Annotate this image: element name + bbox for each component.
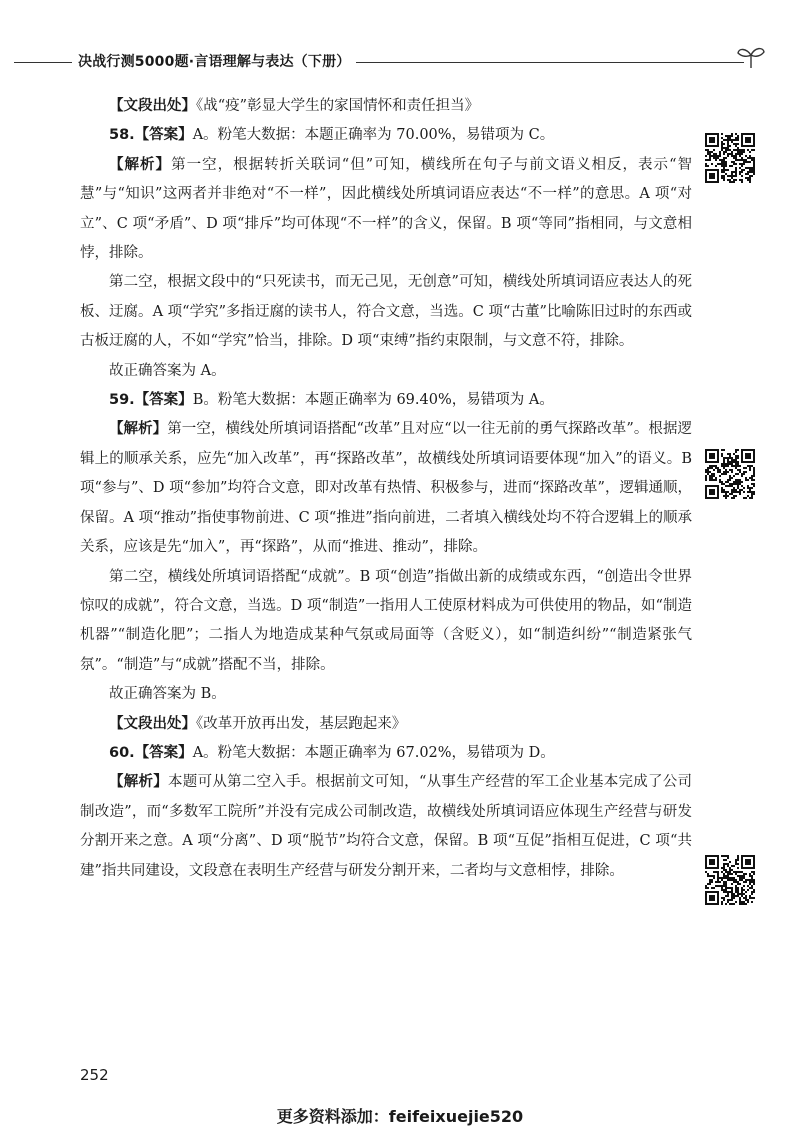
header-rule-right xyxy=(356,62,744,63)
paragraph-label: 【解析】 xyxy=(109,774,169,791)
header-rule-left xyxy=(14,62,72,63)
paragraph-text: 第二空，根据文段中的“只死读书，而无己见，无创意”可知，横线处所填词语应表达人的死板、迂腐。A 项“学究”多指迂腐的读书人，符合文意，当选。C 项“古董”比喻陈旧过时的东西或古板迂腐的人，不如“学究”恰当，排除。D 项“束缚”指约束限制，与文意不符，排除。 xyxy=(80,274,692,350)
paragraph xyxy=(80,151,692,269)
paragraph-text: B。粉笔大数据：本题正确率为 69.40%，易错项为 A。 xyxy=(192,392,554,409)
footer-note: 更多资料添加：feifeixuejie520 xyxy=(276,1107,524,1126)
paragraph-text: 故正确答案为 A。 xyxy=(109,362,226,379)
running-header xyxy=(0,44,800,80)
paragraph-label: 59.【答案】 xyxy=(109,392,193,409)
paragraph-label: 【解析】 xyxy=(109,156,172,173)
paragraph-label: 60.【答案】 xyxy=(109,744,193,761)
paragraph-text: 本题可从第二空入手。根据前文可知，“从事生产经营的军工企业基本完成了公司制改造”，而“多数军工院所”并没有完成公司制改造，故横线处所填词语应体现生产经营与研发分割开来之意。A 项“分离”、D 项“脱节”均符合文意，保留。B 项“互促”指相互促进，C 项“共建”指共同建设，文段意在表明生产经营与研发分割开来，二者均与文意相悖，排除。 xyxy=(80,774,693,879)
paragraph xyxy=(80,386,692,415)
page-number: 252 xyxy=(80,1066,109,1084)
paragraph-text: 《改革开放再出发，基层跑起来》 xyxy=(196,715,407,732)
paragraph-label: 【文段出处】 xyxy=(109,715,196,732)
paragraph xyxy=(80,680,692,709)
paragraph xyxy=(80,121,692,150)
paragraph-label: 58.【答案】 xyxy=(109,127,193,144)
qr-code-icon[interactable] xyxy=(705,449,755,499)
paragraph xyxy=(80,739,692,768)
paragraph-text: 《战“疫”彰显大学生的家国情怀和责任担当》 xyxy=(196,98,480,114)
paragraph xyxy=(80,768,692,886)
paragraph-text: A。粉笔大数据：本题正确率为 67.02%，易错项为 D。 xyxy=(192,744,555,761)
paragraph xyxy=(80,268,692,356)
paragraph xyxy=(80,710,692,739)
paragraph xyxy=(80,92,692,121)
paragraph-text: 故正确答案为 B。 xyxy=(109,686,226,703)
paragraph-text: 第一空，横线处所填词语搭配“改革”且对应“以一往无前的勇气探路改革”。根据逻辑上的顺承关系，应先“加入改革”，再“探路改革”，故横线处所填词语要体现“加入”的语义。B 项“参与”、D 项“参加”均符合文意，即对改革有热情、积极参与，进而“探路改革”，逻辑通顺，保留。A 项“推动”指使事物前进、C 项“推进”指向前进，二者填入横线处均不符合逻辑上的顺承关系，应该是先“加入”，再“探路”，从而“推进、推动”，排除。 xyxy=(80,421,692,556)
answer-explanations xyxy=(80,92,692,886)
paragraph-text: A。粉笔大数据：本题正确率为 70.00%，易错项为 C。 xyxy=(192,127,555,144)
paragraph-label: 【文段出处】 xyxy=(109,98,196,114)
paragraph xyxy=(80,563,692,681)
paragraph xyxy=(80,357,692,386)
book-title: 决战行测5000题·言语理解与表达（下册） xyxy=(78,54,351,70)
paragraph-text: 第一空，根据转折关联词“但”可知，横线所在句子与前文语义相反，表示“智慧”与“知识”这两者并非绝对“不一样”，因此横线处所填词语应表达“不一样”的意思。A 项“对立”、C 项“矛盾”、D 项“排斥”均可体现“不一样”的含义，保留。B 项“等同”指相同，与文意相悖，排除。 xyxy=(80,156,693,262)
leaf-icon xyxy=(736,44,766,70)
paragraph-text: 第二空，横线处所填词语搭配“成就”。B 项“创造”指做出新的成绩或东西，“创造出令世界惊叹的成就”，符合文意，当选。D 项“制造”一指用人工使原材料成为可供使用的物品，如“制造机器”“制造化肥”；二指人为地造成某种气氛或局面等（含贬义），如“制造纠纷”“制造紧张气氛”。“制造”与“成就”搭配不当，排除。 xyxy=(80,568,692,673)
qr-code-icon[interactable] xyxy=(705,855,755,905)
paragraph-label: 【解析】 xyxy=(109,421,168,438)
paragraph xyxy=(80,415,692,562)
qr-code-icon[interactable] xyxy=(705,133,755,183)
